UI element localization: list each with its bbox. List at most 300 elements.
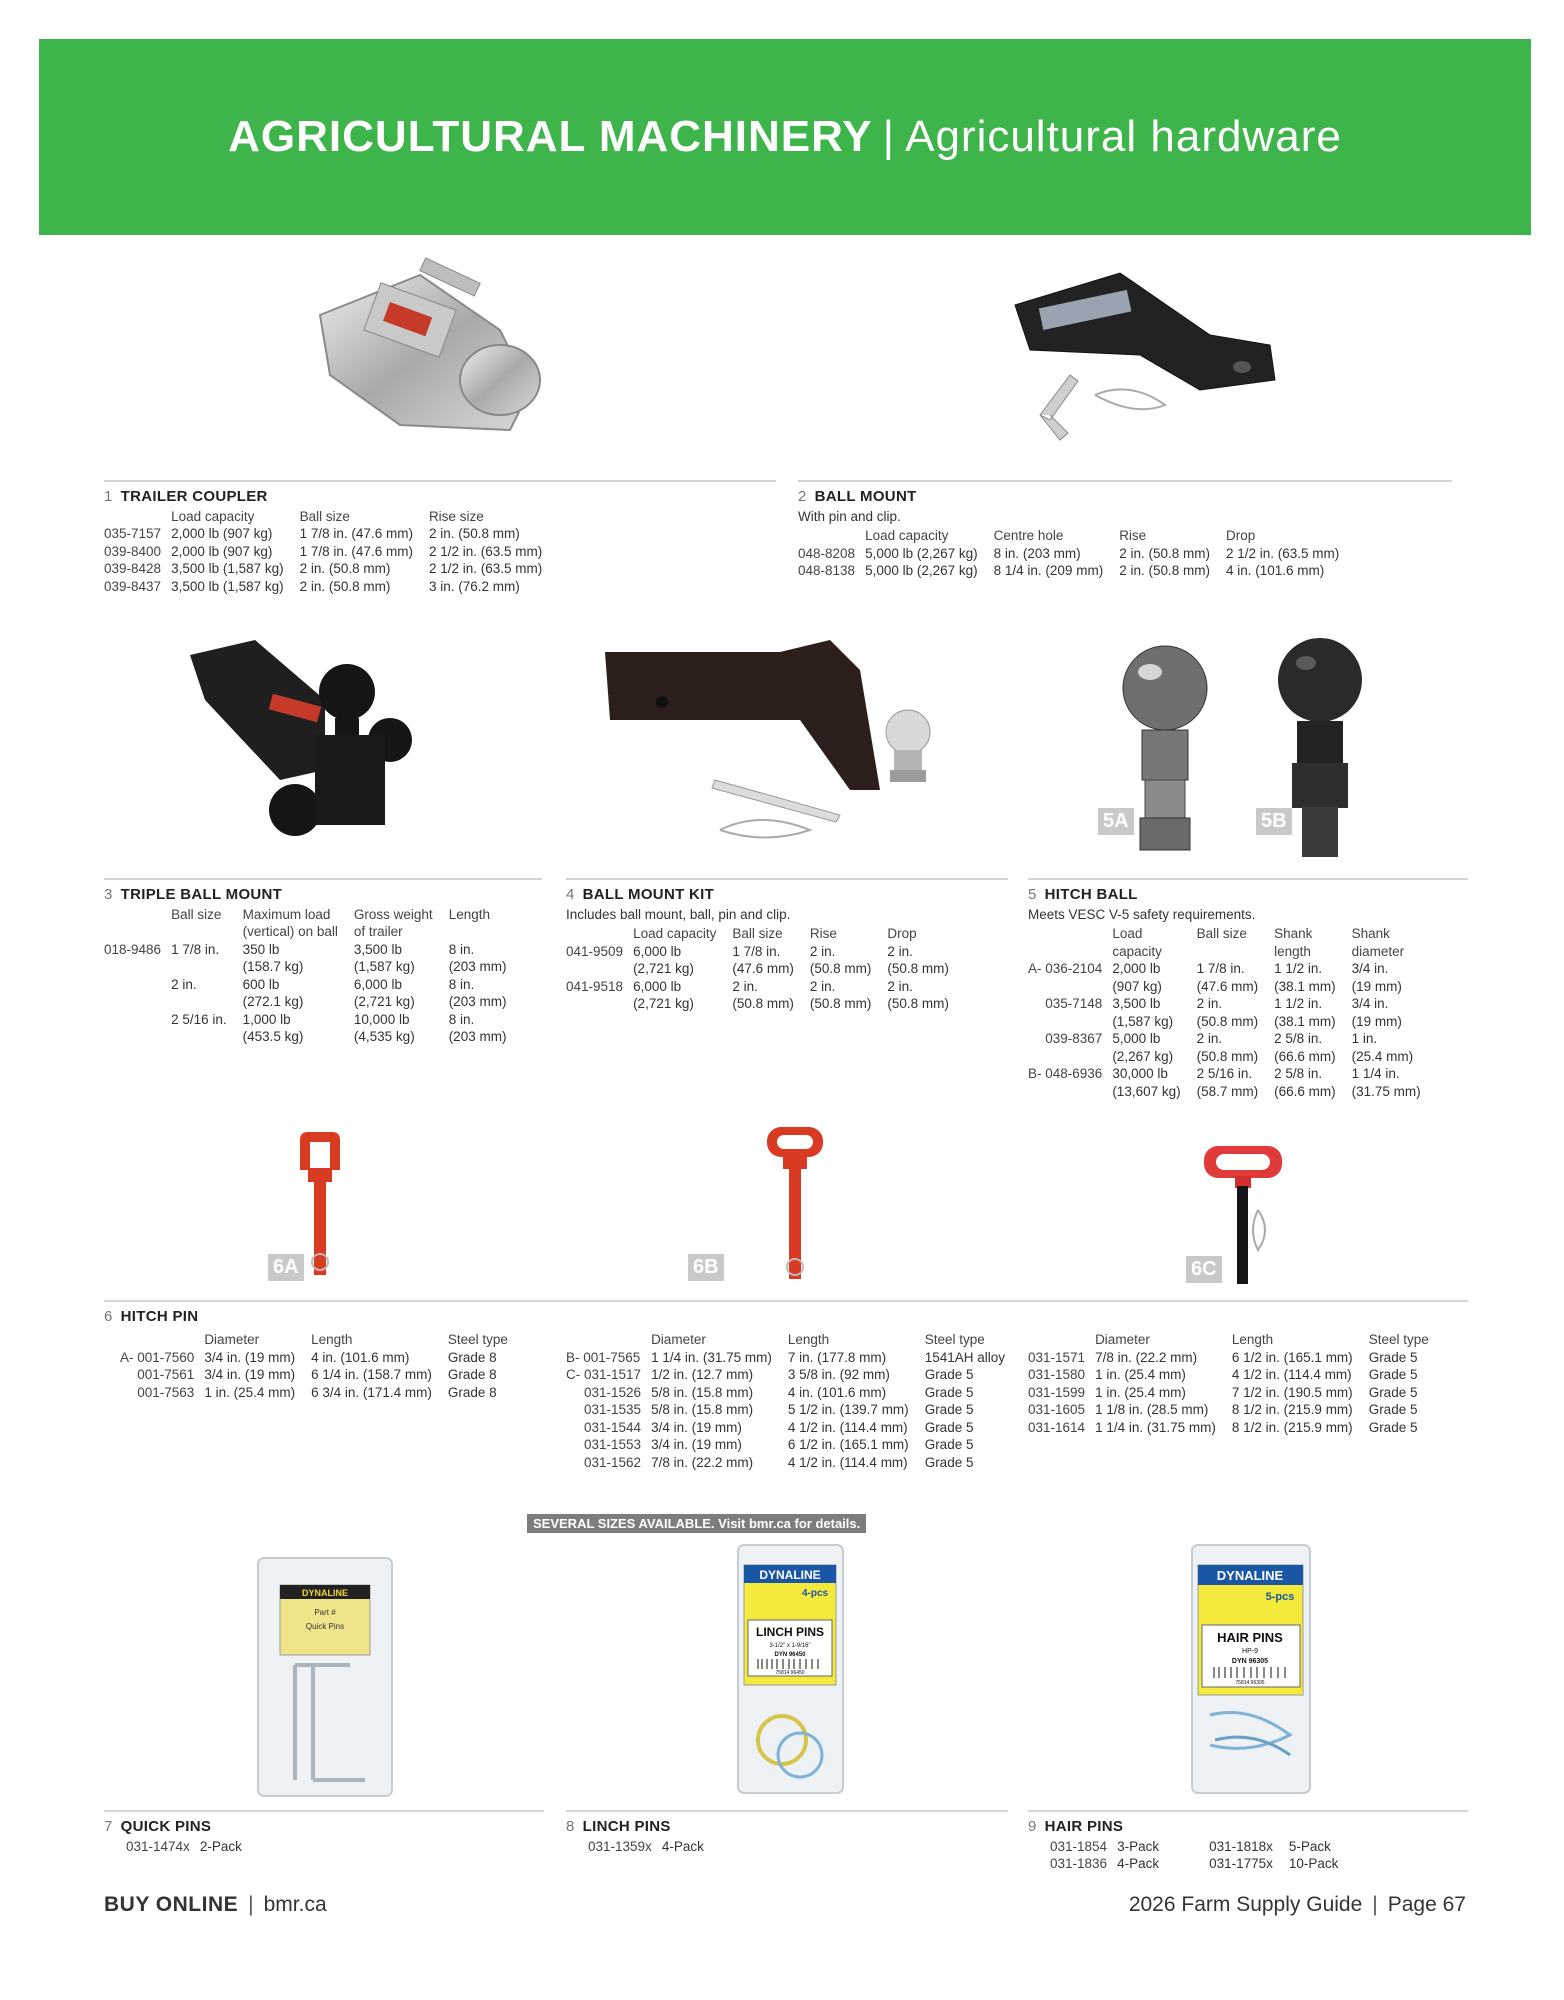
spec-cell: 10,000 lb (4,535 kg) xyxy=(353,1011,415,1044)
column-header: Length xyxy=(787,1332,830,1347)
spec-cell: 2 5/16 in. (58.7 mm) xyxy=(1196,1066,1259,1099)
spec-table xyxy=(566,1331,1021,1471)
tag-5a: 5A xyxy=(1098,808,1134,835)
table-header-row xyxy=(566,925,965,943)
spec-cell: 3/4 in. (19 mm) xyxy=(651,1419,742,1435)
spec-cell: 8 in. (203 mm) xyxy=(448,941,507,974)
item-number: 031-1854 xyxy=(1050,1838,1108,1854)
spec-cell: Grade 8 xyxy=(447,1349,497,1365)
section-title: BALL MOUNT KIT xyxy=(582,886,715,903)
spec-cell: 2 1/2 in. (63.5 mm) xyxy=(428,561,543,576)
spec-cell: Grade 5 xyxy=(924,1402,974,1417)
spec-cell: 3 5/8 in. (92 mm) xyxy=(787,1367,890,1382)
page-number: Page 67 xyxy=(1387,1893,1466,1916)
tag-5b: 5B xyxy=(1256,808,1292,835)
item-number: 039-8428 xyxy=(104,561,162,576)
section-title: QUICK PINS xyxy=(120,1818,212,1835)
spec-cell: 2 in. (50.8 mm) xyxy=(809,943,872,976)
spec-cell: 1 1/4 in. (31.75 mm) xyxy=(651,1349,772,1365)
column-header xyxy=(566,925,633,943)
spec-cell: 4 in. (101.6 mm) xyxy=(787,1384,887,1400)
item-number: 041-9509 xyxy=(566,943,624,959)
rule-s9 xyxy=(1028,1810,1468,1812)
table-row xyxy=(798,562,1355,580)
spec-cell: 2 5/8 in. (66.6 mm) xyxy=(1274,1031,1336,1064)
spec-cell: 2 in. (50.8 mm) xyxy=(1196,996,1259,1029)
spec-cell: Grade 5 xyxy=(924,1454,974,1470)
spec-cell: 1 7/8 in. (47.6 mm) xyxy=(732,943,794,976)
item-number: 031-1571 xyxy=(1028,1349,1086,1365)
spec-cell: 5,000 lb (2,267 kg) xyxy=(865,545,978,561)
spec-cell: 5/8 in. (15.8 mm) xyxy=(651,1384,754,1400)
spec-cell: Grade 8 xyxy=(447,1384,497,1400)
footer-buy-online xyxy=(104,1893,327,1917)
spec-cell: 2,000 lb (907 kg) xyxy=(171,543,273,559)
table-row xyxy=(566,943,965,978)
buy-online-label: BUY ONLINE xyxy=(104,1893,239,1916)
spec-cell: 4 1/2 in. (114.4 mm) xyxy=(787,1454,908,1470)
column-header xyxy=(120,1331,204,1349)
spec-cell: 4 in. (101.6 mm) xyxy=(1225,563,1325,578)
column-header: Steel type xyxy=(1368,1332,1429,1347)
hair-pins-package-image xyxy=(1180,1540,1325,1800)
ball-mount-kit-image xyxy=(600,640,970,860)
column-header: Maximum load (vertical) on ball xyxy=(242,906,338,939)
spec-cell: Grade 5 xyxy=(924,1367,974,1382)
table-row xyxy=(588,1838,754,1856)
spec-cell: 4-Pack xyxy=(1117,1856,1160,1871)
spec-cell: 3,500 lb (1,587 kg) xyxy=(171,578,284,594)
spec-table xyxy=(588,1838,754,1856)
column-header xyxy=(1028,925,1112,960)
spec-cell: 1 7/8 in. xyxy=(171,941,220,957)
column-header: Rise xyxy=(809,926,837,941)
table-row xyxy=(566,1366,1021,1384)
column-header: Steel type xyxy=(447,1332,508,1347)
item-number: 031-1562 xyxy=(584,1454,642,1470)
spec-cell: 5,000 lb (2,267 kg) xyxy=(1112,1031,1174,1064)
tag-6a: 6A xyxy=(268,1254,304,1281)
section-linch-pins xyxy=(566,1818,754,1855)
column-header xyxy=(104,906,171,941)
spec-cell: 6,000 lb (2,721 kg) xyxy=(633,943,694,976)
table-row xyxy=(104,578,558,596)
section-number: 2 xyxy=(798,488,807,505)
spec-cell: 30,000 lb (13,607 kg) xyxy=(1112,1066,1181,1099)
triple-ball-mount-image xyxy=(185,640,445,860)
item-number: 039-8367 xyxy=(1045,1031,1103,1046)
column-header xyxy=(104,508,171,526)
section-quick-pins xyxy=(104,1818,292,1855)
table-header-row xyxy=(120,1331,524,1349)
rule-s2 xyxy=(798,480,1452,482)
spec-cell: 1 1/2 in. (38.1 mm) xyxy=(1274,996,1336,1029)
rule-s3 xyxy=(104,878,542,880)
table-row xyxy=(1028,1419,1445,1437)
column-header: Shank diameter xyxy=(1351,926,1405,959)
item-number: 039-8437 xyxy=(104,578,162,594)
item-number: 031-1553 xyxy=(584,1437,642,1452)
table-row xyxy=(104,1011,522,1046)
section-ball-mount xyxy=(798,488,1355,580)
section-number: 5 xyxy=(1028,886,1037,903)
rule-s6 xyxy=(104,1300,1468,1302)
table-header-row xyxy=(566,1331,1021,1349)
table-row xyxy=(126,1838,292,1856)
section-note: Meets VESC V-5 safety requirements. xyxy=(1028,906,1256,922)
column-header: Load capacity xyxy=(865,528,949,543)
section-number: 8 xyxy=(566,1818,575,1835)
spec-cell: 2 1/2 in. (63.5 mm) xyxy=(1225,545,1340,561)
column-header: Load capacity xyxy=(171,508,255,524)
section-trailer-coupler xyxy=(104,488,558,595)
hitch-pin-table-c xyxy=(1028,1329,1445,1436)
column-header: Load capacity xyxy=(633,926,717,941)
item-number: 031-1599 xyxy=(1028,1384,1086,1400)
section-number: 9 xyxy=(1028,1818,1037,1835)
table-header-row xyxy=(798,527,1355,545)
spec-cell: 4 1/2 in. (114.4 mm) xyxy=(787,1419,908,1435)
spec-cell: 8 in. (203 mm) xyxy=(448,1011,507,1044)
spec-cell: 3-Pack xyxy=(1117,1838,1160,1854)
column-header: Length xyxy=(1231,1332,1274,1347)
spec-cell: Grade 5 xyxy=(1368,1349,1418,1365)
item-number: 048-8138 xyxy=(798,563,856,578)
spec-cell: 1 7/8 in. (47.6 mm) xyxy=(299,543,413,559)
linch-pins-package-image xyxy=(720,1540,860,1800)
hitch-pin-b-image xyxy=(755,1125,835,1285)
spec-cell: Grade 5 xyxy=(924,1437,974,1452)
spec-cell: 1 7/8 in. (47.6 mm) xyxy=(299,526,413,541)
table-row xyxy=(104,525,558,543)
table-header-row xyxy=(1028,925,1437,960)
section-title: TRAILER COUPLER xyxy=(120,488,268,505)
spec-cell: 2 in. (50.8 mm) xyxy=(299,561,391,576)
section-number: 7 xyxy=(104,1818,113,1835)
item-number: 041-9518 xyxy=(566,978,624,994)
spec-cell: 2 in. (50.8 mm) xyxy=(1119,563,1210,578)
spec-cell: 5/8 in. (15.8 mm) xyxy=(651,1402,754,1417)
spec-cell: 6,000 lb (2,721 kg) xyxy=(633,978,694,1011)
item-number: 031-1818x xyxy=(1209,1838,1273,1854)
linch-barcode-text: 75814 96450 xyxy=(775,1670,805,1676)
spec-cell: 8 in. (203 mm) xyxy=(993,545,1081,561)
table-row xyxy=(566,1384,1021,1402)
column-header: Ball size xyxy=(1196,926,1247,941)
item-number: 048-8208 xyxy=(798,545,856,561)
spec-cell: 1,000 lb (453.5 kg) xyxy=(242,1011,304,1044)
spec-cell: 8 1/2 in. (215.9 mm) xyxy=(1231,1402,1353,1417)
spec-cell: 2,000 lb (907 kg) xyxy=(171,526,273,541)
linch-sku-text: DYN 96450 xyxy=(774,1652,806,1658)
spec-cell: 2 in. xyxy=(171,976,197,992)
column-header: Gross weight of trailer xyxy=(353,906,433,939)
spec-cell: Grade 5 xyxy=(1368,1384,1418,1400)
hair-name-text: HAIR PINS xyxy=(1217,1630,1283,1645)
section-note: With pin and clip. xyxy=(798,508,901,524)
table-header-row xyxy=(104,508,558,526)
item-number: 031-1836 xyxy=(1050,1856,1108,1871)
rule-s5 xyxy=(1028,878,1468,880)
section-hitch-pin xyxy=(104,1308,198,1328)
section-ball-mount-kit xyxy=(566,886,965,1013)
section-triple-ball-mount xyxy=(104,886,522,1046)
spec-cell: 6 1/2 in. (165.1 mm) xyxy=(1231,1349,1353,1365)
column-header: Diameter xyxy=(204,1332,260,1347)
column-header: Diameter xyxy=(651,1332,706,1347)
spec-cell: Grade 8 xyxy=(447,1367,497,1382)
column-header xyxy=(1028,1331,1095,1349)
column-header: Drop xyxy=(887,926,917,941)
item-number: 039-8400 xyxy=(104,543,162,559)
spec-cell: 5-Pack xyxy=(1288,1838,1331,1854)
column-header: Rise size xyxy=(428,508,484,524)
spec-cell: 2 in. (50.8 mm) xyxy=(809,978,872,1011)
table-row xyxy=(1028,995,1437,1030)
spec-cell: 4-Pack xyxy=(661,1838,704,1854)
quick-line2-text: Quick Pins xyxy=(305,1622,345,1631)
column-header: Diameter xyxy=(1095,1332,1150,1347)
hair-count-text: 5-pcs xyxy=(1265,1591,1295,1603)
spec-cell: 350 lb (158.7 kg) xyxy=(242,941,304,974)
hitch-pin-table-b xyxy=(566,1329,1021,1471)
section-title: TRIPLE BALL MOUNT xyxy=(120,886,283,903)
spec-cell: Grade 5 xyxy=(924,1384,974,1400)
linch-size-text: 3-1/2" x 1-9/16" xyxy=(769,1643,811,1649)
column-header: Shank length xyxy=(1274,926,1313,959)
quick-brand-text: DYNALINE xyxy=(301,1588,349,1598)
spec-cell: 6 1/4 in. (158.7 mm) xyxy=(311,1367,432,1382)
item-number: 031-1614 xyxy=(1028,1419,1086,1435)
footer-separator-2: | xyxy=(1372,1893,1378,1916)
spec-table xyxy=(120,1331,524,1401)
spec-table xyxy=(126,1838,292,1856)
spec-cell: 7 1/2 in. (190.5 mm) xyxy=(1231,1384,1353,1400)
spec-cell: 2 5/8 in. (66.6 mm) xyxy=(1274,1066,1336,1099)
spec-cell: 1/2 in. (12.7 mm) xyxy=(651,1367,754,1382)
spec-cell: 3,500 lb (1,587 kg) xyxy=(1112,996,1174,1029)
table-row xyxy=(1028,1366,1445,1384)
table-row xyxy=(566,1436,1021,1454)
table-row xyxy=(120,1366,524,1384)
spec-cell: 6,000 lb (2,721 kg) xyxy=(353,976,415,1009)
spec-cell: 2 in. (50.8 mm) xyxy=(428,526,520,541)
spec-cell: 1 1/2 in. (38.1 mm) xyxy=(1274,961,1336,994)
hair-model-text: HP-9 xyxy=(1242,1648,1258,1655)
spec-cell: 600 lb (272.1 kg) xyxy=(242,976,304,1009)
hair-brand-text: DYNALINE xyxy=(1216,1568,1284,1583)
table-row xyxy=(104,976,522,1011)
spec-cell: Grade 5 xyxy=(1368,1367,1418,1382)
spec-cell: 3,500 lb (1,587 kg) xyxy=(171,561,284,576)
spec-cell: 1 1/4 in. (31.75 mm) xyxy=(1351,1066,1421,1099)
rule-s7 xyxy=(104,1810,544,1812)
spec-cell: 10-Pack xyxy=(1288,1856,1339,1871)
spec-cell: 1 in. (25.4 mm) xyxy=(1351,1031,1414,1064)
linch-brand-text: DYNALINE xyxy=(759,1568,821,1582)
item-number: A- 001-7560 xyxy=(120,1349,195,1365)
subcategory-title: Agricultural hardware xyxy=(905,112,1342,161)
section-hitch-ball xyxy=(1028,886,1437,1100)
section-title: HITCH BALL xyxy=(1044,886,1138,903)
table-header-row xyxy=(1028,1331,1445,1349)
column-header: Centre hole xyxy=(993,528,1064,543)
spec-cell: 1 in. (25.4 mm) xyxy=(204,1384,296,1400)
spec-cell: 5 1/2 in. (139.7 mm) xyxy=(787,1402,909,1417)
rule-s1 xyxy=(104,480,776,482)
table-row xyxy=(104,941,522,976)
item-number xyxy=(104,976,171,1011)
header-separator: | xyxy=(882,112,896,161)
item-number: 001-7563 xyxy=(137,1384,195,1400)
item-number: 018-9486 xyxy=(104,941,162,957)
spec-cell: Grade 5 xyxy=(924,1419,974,1435)
spec-cell: Grade 5 xyxy=(1368,1402,1418,1417)
table-row xyxy=(566,1401,1021,1419)
spec-cell: 1541AH alloy xyxy=(924,1349,1005,1365)
section-number: 6 xyxy=(104,1308,113,1325)
item-number: 031-1580 xyxy=(1028,1367,1086,1382)
table-row xyxy=(120,1349,524,1367)
item-number: 035-7157 xyxy=(104,526,162,541)
table-row xyxy=(1050,1838,1354,1856)
spec-cell: 8 1/4 in. (209 mm) xyxy=(993,563,1104,578)
table-header-row xyxy=(104,906,522,941)
spec-cell: 6 1/2 in. (165.1 mm) xyxy=(787,1437,909,1452)
spec-cell: 4 1/2 in. (114.4 mm) xyxy=(1231,1367,1352,1382)
column-header xyxy=(566,1331,651,1349)
table-row xyxy=(1028,1401,1445,1419)
quick-pins-package-image xyxy=(255,1555,395,1800)
spec-table xyxy=(1028,1331,1445,1436)
spec-cell: 1 in. (25.4 mm) xyxy=(1095,1384,1186,1400)
footer-separator: | xyxy=(248,1893,254,1916)
quick-line1-text: Part # xyxy=(314,1608,336,1617)
spec-cell: 2 5/16 in. xyxy=(171,1011,227,1027)
tag-6c: 6C xyxy=(1186,1256,1222,1283)
table-row xyxy=(1028,960,1437,995)
column-header: Load capacity xyxy=(1112,926,1162,959)
ball-mount-image xyxy=(980,265,1280,455)
item-number: 031-1474x xyxy=(126,1838,190,1854)
spec-cell: 8 1/2 in. (215.9 mm) xyxy=(1231,1419,1353,1435)
spec-cell: 3/4 in. (19 mm) xyxy=(204,1349,296,1365)
table-row xyxy=(566,1454,1021,1472)
spec-cell: 2 in. (50.8 mm) xyxy=(732,978,794,1011)
item-number: B- 048-6936 xyxy=(1028,1066,1103,1081)
section-note: Includes ball mount, ball, pin and clip. xyxy=(566,906,791,922)
table-row xyxy=(104,543,558,561)
spec-cell: 2 in. (50.8 mm) xyxy=(299,578,391,594)
spec-cell: 3/4 in. (19 mm) xyxy=(1351,996,1402,1029)
spec-table xyxy=(104,508,558,596)
table-row xyxy=(566,1419,1021,1437)
column-header: Ball size xyxy=(299,508,350,524)
spec-cell: 2-Pack xyxy=(199,1838,242,1854)
table-row xyxy=(798,545,1355,563)
linch-count-text: 4-pcs xyxy=(801,1588,829,1599)
hair-barcode-text: 75814 96305 xyxy=(1235,1680,1265,1686)
section-title: HAIR PINS xyxy=(1044,1818,1124,1835)
website-link[interactable]: bmr.ca xyxy=(263,1893,327,1916)
spec-cell: 2 1/2 in. (63.5 mm) xyxy=(428,543,543,559)
linch-name-text: LINCH PINS xyxy=(755,1625,825,1639)
column-header: Rise xyxy=(1119,528,1147,543)
spec-cell: 6 3/4 in. (171.4 mm) xyxy=(311,1384,432,1400)
item-number: 035-7148 xyxy=(1045,996,1103,1011)
item-number: C- 031-1517 xyxy=(566,1367,642,1382)
section-number: 4 xyxy=(566,886,575,903)
spec-cell: Grade 5 xyxy=(1368,1419,1418,1435)
guide-title: 2026 Farm Supply Guide xyxy=(1128,1893,1363,1916)
hair-sku-text: DYN 96305 xyxy=(1231,1658,1269,1665)
trailer-coupler-image xyxy=(310,255,570,455)
spec-cell: 4 in. (101.6 mm) xyxy=(311,1349,410,1365)
table-row xyxy=(1028,1349,1445,1367)
spec-cell: 3/4 in. (19 mm) xyxy=(1351,961,1402,994)
column-header: Length xyxy=(311,1332,353,1347)
item-number: 031-1526 xyxy=(584,1384,642,1400)
item-number: 031-1605 xyxy=(1028,1402,1086,1417)
table-row xyxy=(566,978,965,1013)
spec-cell: 7/8 in. (22.2 mm) xyxy=(651,1454,754,1470)
spec-table xyxy=(566,925,965,1013)
column-header: Length xyxy=(448,906,490,922)
table-row xyxy=(1028,1065,1437,1100)
section-title: BALL MOUNT xyxy=(814,488,917,505)
spec-cell: 1 7/8 in. (47.6 mm) xyxy=(1196,961,1259,994)
item-number: 001-7561 xyxy=(137,1367,195,1382)
spec-cell: 5,000 lb (2,267 kg) xyxy=(865,563,978,578)
item-number: 031-1775x xyxy=(1209,1856,1273,1871)
section-title: HITCH PIN xyxy=(120,1308,199,1325)
spec-cell: 1 1/4 in. (31.75 mm) xyxy=(1095,1419,1216,1435)
section-number: 3 xyxy=(104,886,113,903)
item-number: B- 001-7565 xyxy=(566,1349,641,1365)
item-number: 031-1544 xyxy=(584,1419,642,1435)
section-title: LINCH PINS xyxy=(582,1818,671,1835)
column-header: Ball size xyxy=(171,906,222,922)
section-number: 1 xyxy=(104,488,113,505)
spec-table xyxy=(1050,1838,1354,1873)
table-row xyxy=(566,1349,1021,1367)
footer-page-info xyxy=(1129,1893,1466,1917)
spec-table xyxy=(104,906,522,1046)
spec-cell: 8 in. (203 mm) xyxy=(448,976,507,1009)
category-title: AGRICULTURAL MACHINERY xyxy=(228,112,873,161)
column-header xyxy=(798,527,865,545)
section-hair-pins xyxy=(1028,1818,1354,1873)
table-row xyxy=(104,560,558,578)
spec-cell: 7 in. (177.8 mm) xyxy=(787,1349,887,1365)
spec-cell: 2 in. (50.8 mm) xyxy=(887,943,949,976)
column-header: Drop xyxy=(1225,528,1256,543)
hitch-pin-table-a xyxy=(120,1329,524,1401)
spec-cell: 3,500 lb (1,587 kg) xyxy=(353,941,415,974)
spec-cell: 2,000 lb (907 kg) xyxy=(1112,961,1162,994)
spec-cell: 1 in. (25.4 mm) xyxy=(1095,1367,1186,1382)
column-header: Ball size xyxy=(732,926,783,941)
rule-s4 xyxy=(566,878,1008,880)
spec-cell: 1 1/8 in. (28.5 mm) xyxy=(1095,1402,1209,1417)
spec-cell: 7/8 in. (22.2 mm) xyxy=(1095,1349,1198,1365)
rule-s8 xyxy=(566,1810,1008,1812)
table-row xyxy=(1028,1384,1445,1402)
item-number: 031-1359x xyxy=(588,1838,652,1854)
item-number: A- 036-2104 xyxy=(1028,961,1103,976)
spec-table xyxy=(798,527,1355,580)
table-row xyxy=(1050,1855,1354,1873)
